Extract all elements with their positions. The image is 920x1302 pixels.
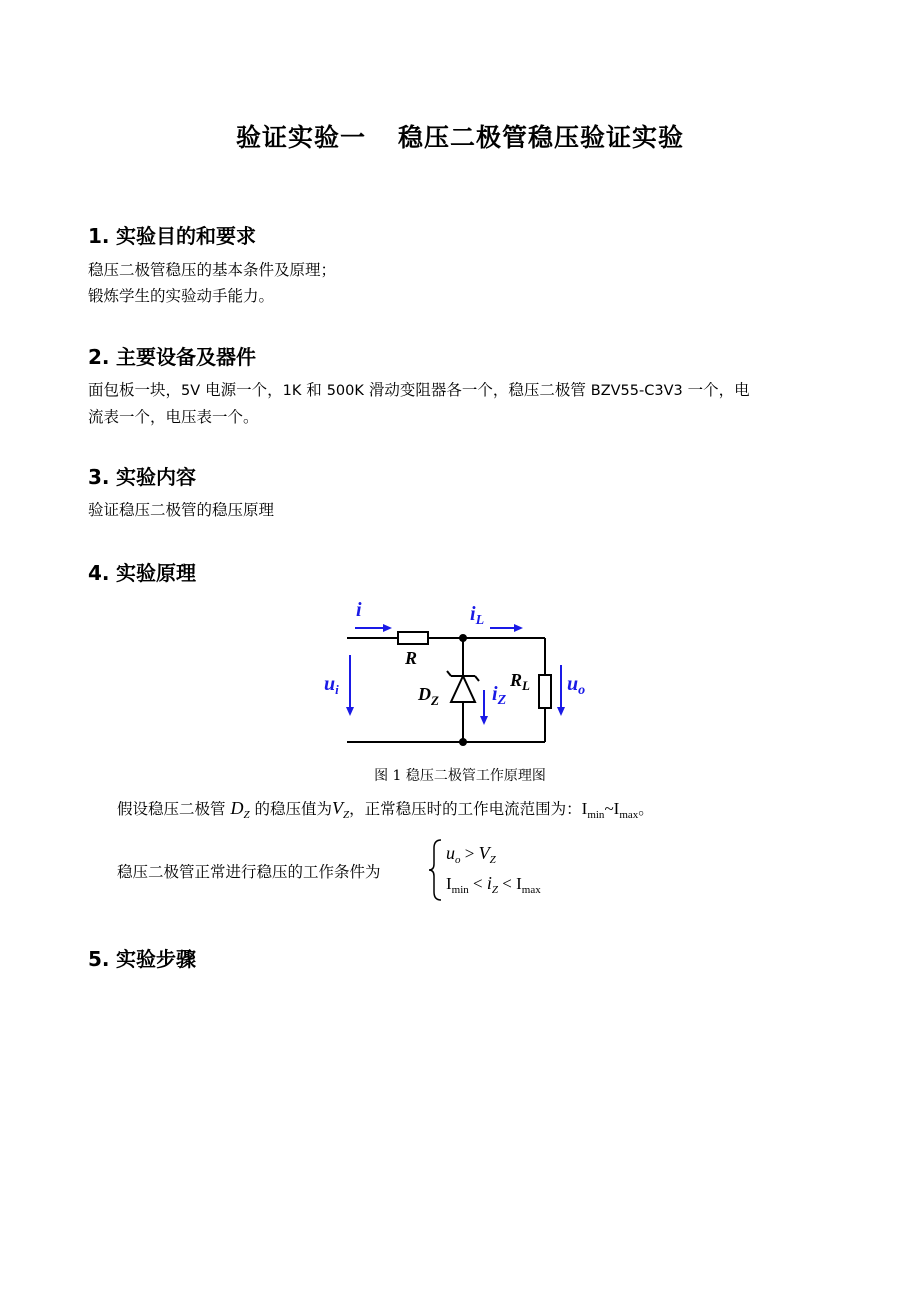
zener-diode — [451, 676, 475, 702]
condition-2: $I_{min} < i_Z < I_{max}$ — [446, 873, 541, 896]
label-iz: $i_Z$ — [492, 683, 507, 708]
label-r: R — [405, 648, 418, 668]
section-heading-2: 2. 主要设备及器件 — [88, 345, 256, 369]
section-3-body: 验证稳压二极管的稳压原理 — [88, 501, 275, 519]
label-il: $i_L$ — [470, 603, 485, 628]
label-dz: $D_Z$ — [418, 684, 439, 708]
zener-circuit-diagram — [0, 590, 920, 760]
label-ui: $u_i$ — [324, 673, 339, 697]
title-part-a: 验证实验一 — [235, 123, 366, 152]
section-1-body — [88, 257, 336, 309]
figure-caption: 图 1 稳压二极管工作原理图 — [374, 768, 546, 784]
section-heading-5: 5. 实验步骤 — [88, 947, 196, 971]
s2-line-2: 流表一个，电压表一个。 — [88, 408, 259, 426]
junction-bottom — [459, 738, 467, 746]
label-uo: $u_o$ — [567, 673, 586, 698]
section-heading-1: 1. 实验目的和要求 — [88, 224, 256, 248]
current-arrows — [346, 624, 565, 725]
document-title — [0, 118, 920, 154]
condition-1: $u_o > V_Z$ — [446, 843, 496, 866]
equation-line-2-text: 稳压二极管正常进行稳压的工作条件为 — [117, 863, 381, 881]
title-part-b: 稳压二极管稳压验证实验 — [398, 123, 685, 152]
label-rl: $R_L$ — [510, 670, 530, 693]
s1-line-2: 锻炼学生的实验动手能力。 — [88, 287, 275, 305]
section-heading-3: 3. 实验内容 — [88, 465, 196, 489]
s1-line-1: 稳压二极管稳压的基本条件及原理； — [88, 261, 337, 279]
s2-line-1: 面包板一块，5V 电源一个，1K 和 500K 滑动变阻器各一个，稳压二极管 BZV55-C3V3 一个，电 — [88, 381, 750, 399]
resistor-r — [398, 632, 428, 644]
resistor-rl — [539, 675, 551, 708]
left-brace — [428, 838, 444, 902]
section-heading-4: 4. 实验原理 — [88, 561, 196, 585]
junction-top — [459, 634, 467, 642]
equation-line-1: 假设稳压二极管 $D_Z$ 的稳压值为$V_Z$，正常稳压时的工作电流范围为：$I_{min}\sim I_{max}$。 — [117, 798, 654, 821]
section-2-body — [88, 377, 750, 430]
label-i: i — [356, 599, 362, 621]
